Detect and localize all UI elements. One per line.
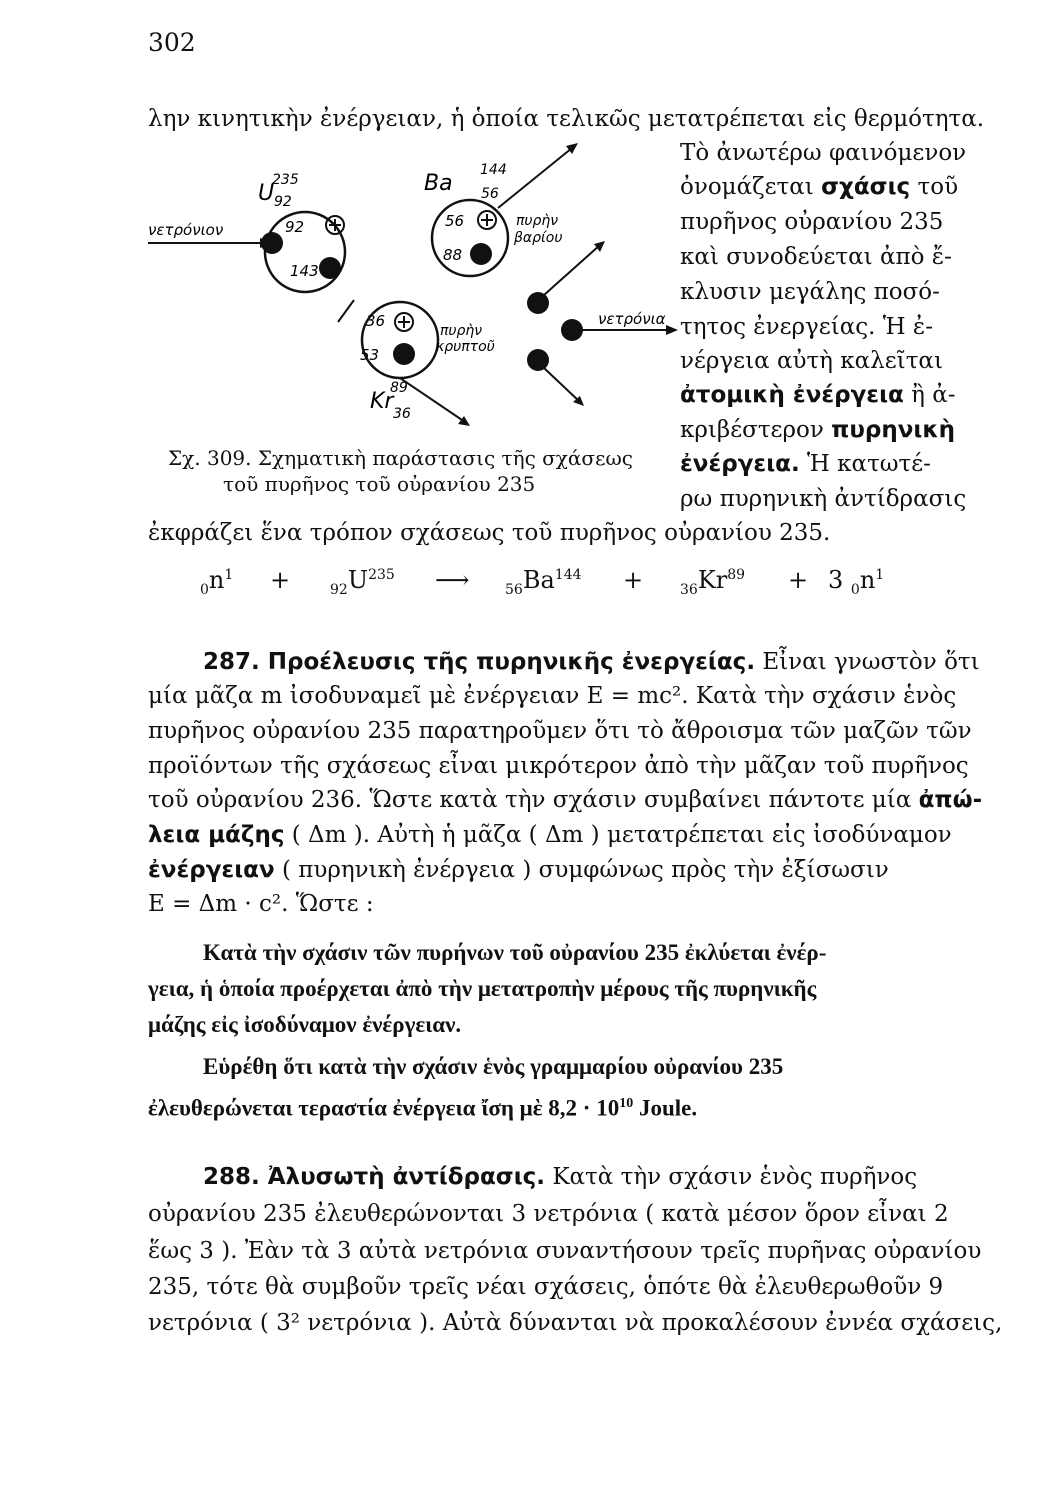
kr-mass: 89 — [390, 380, 408, 396]
ba-z: 56 — [481, 186, 499, 202]
eq-arrow: ⟶ — [435, 566, 470, 594]
section-287-line-2: μία μᾶζα m ἰσοδυναμεῖ μὲ ἐνέργειαν Ε = mc². Κατὰ τὴν σχάσιν ἑνὸς — [148, 683, 957, 709]
ba-mass: 144 — [480, 162, 507, 178]
term-energy: ἐνέργεια. — [680, 451, 800, 477]
section-287-line-8: Ε = Δm · c². Ὥστε : — [148, 891, 374, 917]
eq-term-uranium: $_{92}U^{235}$ — [330, 566, 395, 598]
ba-neutrons-label: 88 — [443, 246, 463, 264]
eq-plus-2: + — [623, 566, 644, 594]
kr-label-2: κρυπτοῦ — [436, 339, 495, 355]
text-after-figure: ἐκφράζει ἕνα τρόπον σχάσεως τοῦ πυρῆνος οὐρανίου 235. — [148, 520, 831, 546]
kr-label-1: πυρὴν — [440, 323, 483, 339]
kr-symbol: Kr — [370, 389, 394, 414]
u-symbol: U — [258, 181, 275, 206]
page-number: 302 — [148, 28, 196, 57]
ba-protons-label: 56 — [445, 212, 465, 230]
right-text-line-5: κλυσιν μεγάλης ποσό- — [680, 279, 940, 305]
ba-label-1: πυρὴν — [516, 213, 559, 229]
bold-statement-1-line-2: γεια, ἡ ὁποία προέρχεται ἀπὸ τὴν μετατροπὴν μέρους τῆς πυρηνικῆς — [148, 976, 817, 1001]
right-text-line-4: καὶ συνοδεύεται ἀπὸ ἔ- — [680, 244, 952, 270]
term-nuclear: πυρηνικὴ — [831, 417, 956, 443]
section-287-line-7: ἐνέργειαν ( πυρηνικὴ ἐνέργεια ) συμφώνως πρὸς τὴν ἐξίσωσιν — [148, 857, 889, 883]
eq-term-krypton: $_{36}Kr^{89}$ — [680, 566, 746, 598]
section-288-line-3: ἕως 3 ). Ἐὰν τὰ 3 αὐτὰ νετρόνια συναντήσουν τρεῖς πυρῆνας οὐρανίου — [148, 1238, 982, 1264]
right-text-line-6: τητος ἐνεργείας. Ἡ ἐ- — [680, 314, 933, 340]
section-287-line-5: τοῦ οὐρανίου 236. Ὥστε κατὰ τὴν σχάσιν συμβαίνει πάντοτε μία ἀπώ- — [148, 787, 983, 813]
section-288-line-5: νετρόνια ( 3² νετρόνια ). Αὐτὰ δύνανται νὰ προκαλέσουν ἐννέα σχάσεις, — [148, 1310, 1003, 1336]
section-287-line-6: λεια μάζης ( Δm ). Αὐτὴ ἡ μᾶζα ( Δm ) μετατρέπεται εἰς ἰσοδύναμον — [148, 822, 952, 848]
bold-statement-1-line-3: μάζης εἰς ἰσοδύναμον ἐνέργειαν. — [148, 1012, 462, 1037]
right-text-line-1: Τὸ ἀνωτέρω φαινόμενον — [680, 140, 967, 166]
section-288-line-2: οὐρανίου 235 ἐλευθερώνονται 3 νετρόνια ( κατὰ μέσον ὅρον εἶναι 2 — [148, 1201, 949, 1227]
kr-protons-label: 36 — [366, 312, 386, 330]
eq-term-barium: $_{56}Ba^{144}$ — [505, 566, 582, 598]
u-z: 92 — [274, 194, 292, 210]
bold-statement-2-line-1: Εὑρέθη ὅτι κατὰ τὴν σχάσιν ἑνὸς γραμμαρίου οὐρανίου 235 — [203, 1054, 784, 1079]
right-text-line-9: κριβέστερον πυρηνικὴ — [680, 417, 956, 443]
eq-plus-3: + — [788, 566, 809, 594]
fission-diagram — [140, 140, 680, 460]
ba-label-2: βαρίου — [514, 230, 563, 246]
kr-neutrons-label: 53 — [360, 346, 380, 364]
term-atomic-energy: ἀτομικὴ ἐνέργεια — [680, 382, 904, 408]
section-287-line-1: 287. Προέλευσις τῆς πυρηνικῆς ἐνεργείας. Εἶναι γνωστὸν ὅτι — [203, 649, 980, 675]
section-288-line-4: 235, τότε θὰ συμβοῦν τρεῖς νέαι σχάσεις, ὁπότε θὰ ἐλευθερωθοῦν 9 — [148, 1274, 944, 1300]
ba-symbol: Ba — [424, 171, 453, 196]
incoming-neutron-label: νετρόνιον — [148, 221, 224, 239]
bold-statement-1-line-1: Κατὰ τὴν σχάσιν τῶν πυρήνων τοῦ οὐρανίου 235 ἐκλύεται ἐνέρ- — [203, 940, 827, 965]
section-287-line-3: πυρῆνος οὐρανίου 235 παρατηροῦμεν ὅτι τὸ ἄθροισμα τῶν μαζῶν τῶν — [148, 718, 972, 744]
section-287-line-4: προϊόντων τῆς σχάσεως εἶναι μικρότερον ἀπὸ τὴν μᾶζαν τοῦ πυρῆνος — [148, 753, 969, 779]
eq-term-neutrons: 3 $_0n^1$ — [828, 566, 885, 598]
emitted-neutrons-label: νετρόνια — [598, 310, 666, 328]
figure-caption-line-1: Σχ. 309. Σχηματικὴ παράστασις τῆς σχάσεως — [168, 446, 633, 470]
right-text-line-7: νέργεια αὐτὴ καλεῖται — [680, 348, 943, 374]
eq-term-neutron: $_0n^1$ — [200, 566, 234, 598]
barium-nucleus — [432, 200, 508, 276]
right-text-line-8: ἀτομικὴ ἐνέργεια ἢ ἀ- — [680, 382, 956, 408]
bold-statement-2-line-2: ἐλευθερώνεται τεραστία ἐνέργεια ἴση μὲ $8,2 \cdot 10^{10}$ Joule. — [148, 1095, 698, 1121]
u-neutrons-label: 143 — [290, 262, 319, 280]
krypton-nucleus — [360, 302, 438, 378]
right-text-line-2: ὀνομάζεται σχάσις τοῦ — [680, 174, 959, 200]
right-text-line-11: ρω πυρηνικὴ ἀντίδρασις — [680, 486, 967, 512]
section-288-heading: 288. Ἀλυσωτὴ ἀντίδρασις. — [203, 1164, 546, 1190]
kr-z: 36 — [393, 406, 411, 422]
section-287-heading: 287. Προέλευσις τῆς πυρηνικῆς ἐνεργείας. — [203, 649, 756, 675]
section-288-line-1: 288. Ἀλυσωτὴ ἀντίδρασις. Κατὰ τὴν σχάσιν ἑνὸς πυρῆνος — [203, 1164, 918, 1190]
figure-caption-line-2: τοῦ πυρῆνος τοῦ οὐρανίου 235 — [223, 472, 536, 496]
eq-plus-1: + — [270, 566, 291, 594]
right-text-line-10: ἐνέργεια. Ἡ κατωτέ- — [680, 451, 931, 477]
uranium-nucleus — [261, 212, 345, 292]
u-mass: 235 — [272, 172, 299, 188]
u-protons-label: 92 — [285, 218, 305, 236]
top-text-line: λην κινητικὴν ἐνέργειαν, ἡ ὁποία τελικῶς μετατρέπεται εἰς θερμότητα. — [148, 106, 985, 132]
term-fission: σχάσις — [821, 174, 911, 200]
right-text-line-3: πυρῆνος οὐρανίου 235 — [680, 209, 944, 235]
